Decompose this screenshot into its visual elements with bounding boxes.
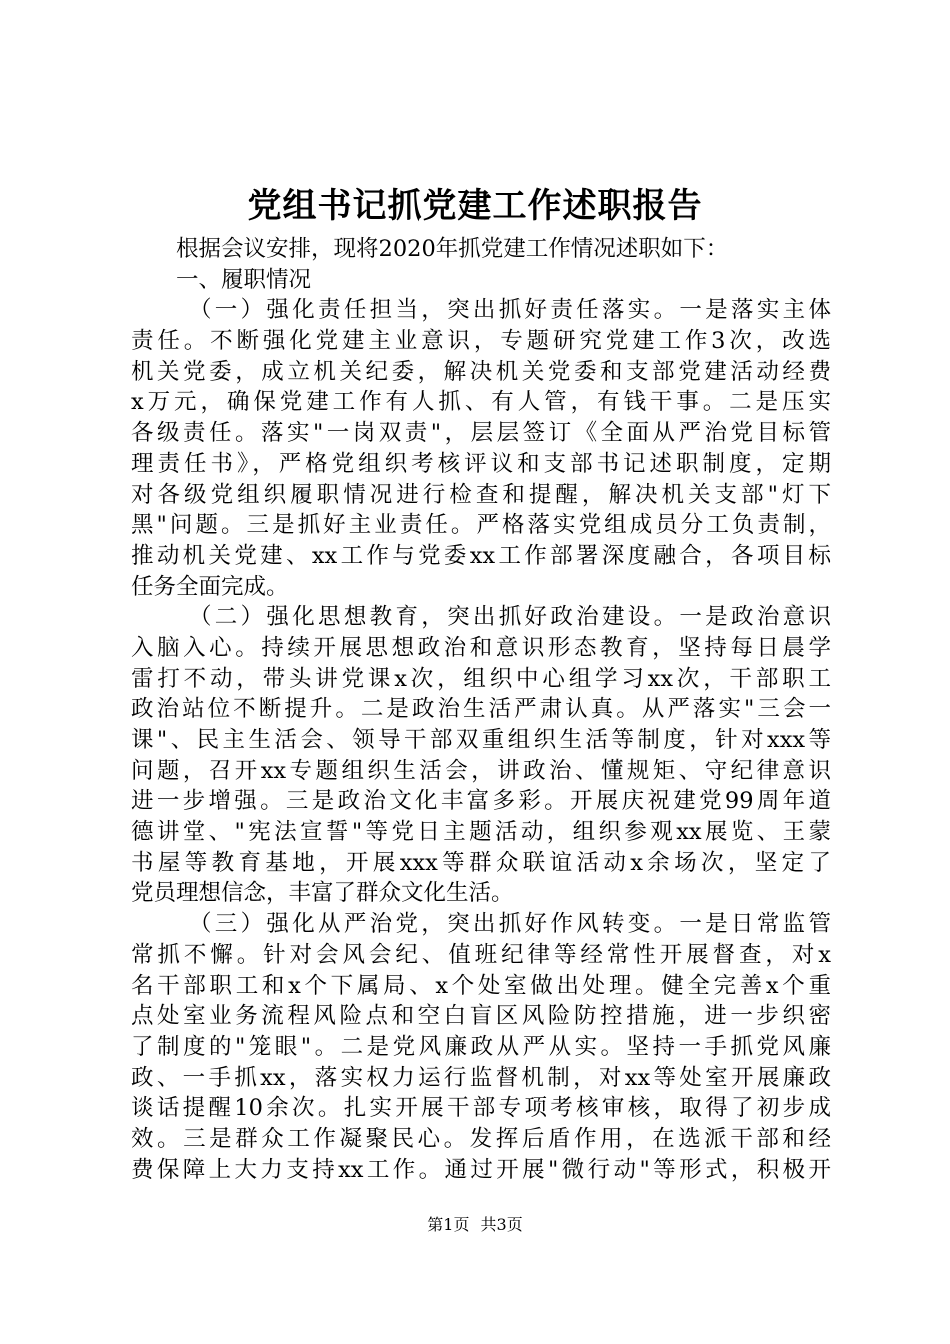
- text-line: （二）强化思想教育，突出抓好政治建设。一是政治意识: [189, 604, 831, 631]
- text-line: 政治站位不断提升。二是政治生活严肃认真。从严落实"三会一: [131, 696, 831, 723]
- text-line: 责任。不断强化党建主业意识，专题研究党建工作3次，改选: [131, 328, 831, 355]
- text-line: 雷打不动，带头讲党课x次，组织中心组学习xx次，干部职工: [131, 665, 831, 692]
- text-line: 谈话提醒10余次。扎实开展干部专项考核审核，取得了初步成: [131, 1095, 831, 1122]
- text-line: 了制度的"笼眼"。二是党风廉政从严从实。坚持一手抓党风廉: [131, 1033, 831, 1060]
- paragraph-2: [131, 602, 831, 909]
- text-line: 各级责任。落实"一岗双责"，层层签订《全面从严治党目标管: [131, 420, 831, 447]
- intro-line: 根据会议安排，现将2020年抓党建工作情况述职如下：: [176, 236, 729, 262]
- text-line: 进一步增强。三是政治文化丰富多彩。开展庆祝建党99周年道: [131, 788, 831, 815]
- text-line: 党员理想信念，丰富了群众文化生活。: [131, 880, 514, 907]
- text-line: 理责任书》，严格党组织考核评议和支部书记述职制度，定期: [131, 450, 831, 477]
- text-line: 书屋等教育基地，开展xxx等群众联谊活动x余场次，坚定了: [131, 849, 831, 876]
- text-line: 课"、民主生活会、领导干部双重组织生活等制度，针对xxx等: [131, 727, 831, 753]
- text-line: 任务全面完成。: [131, 573, 289, 600]
- section-heading: 一、履职情况: [176, 266, 312, 293]
- text-line: （一）强化责任担当，突出抓好责任落实。一是落实主体: [189, 297, 831, 324]
- page-total: 共3页: [480, 1215, 523, 1234]
- text-line: 名干部职工和x个下属局、x个处室做出处理。健全完善x个重: [131, 972, 831, 999]
- text-line: 常抓不懈。针对会风会纪、值班纪律等经常性开展督查，对x: [131, 941, 831, 968]
- text-line: 机关党委，成立机关纪委，解决机关党委和支部党建活动经费: [131, 358, 831, 385]
- text-line: 政、一手抓xx，落实权力运行监督机制，对xx等处室开展廉政: [131, 1064, 831, 1091]
- text-line: 推动机关党建、xx工作与党委xx工作部署深度融合，各项目标: [131, 542, 831, 569]
- page-footer: [0, 1214, 950, 1236]
- text-line: 问题，召开xx专题组织生活会，讲政治、懂规矩、守纪律意识: [131, 757, 831, 784]
- document-body: [131, 234, 831, 1185]
- text-line: 对各级党组织履职情况进行检查和提醒，解决机关支部"灯下: [131, 481, 831, 508]
- text-line: 效。三是群众工作凝聚民心。发挥后盾作用，在选派干部和经: [131, 1125, 831, 1152]
- text-line: 德讲堂、"宪法宣誓"等党日主题活动，组织参观xx展览、王蒙: [131, 819, 831, 846]
- page-number: 第1页: [427, 1215, 470, 1234]
- document-title: 党组书记抓党建工作述职报告: [247, 186, 703, 226]
- text-line: x万元，确保党建工作有人抓、有人管，有钱干事。二是压实: [131, 389, 831, 416]
- text-line: 黑"问题。三是抓好主业责任。严格落实党组成员分工负责制，: [131, 512, 831, 539]
- paragraph-3: [131, 909, 831, 1185]
- text-line: （三）强化从严治党，突出抓好作风转变。一是日常监管: [189, 911, 831, 938]
- text-line: 点处室业务流程风险点和空白盲区风险防控措施，进一步织密: [131, 1003, 831, 1030]
- text-line: 入脑入心。持续开展思想政治和意识形态教育，坚持每日晨学: [131, 634, 831, 661]
- paragraph-1: [131, 295, 831, 602]
- text-line: 费保障上大力支持xx工作。通过开展"微行动"等形式，积极开: [131, 1156, 831, 1183]
